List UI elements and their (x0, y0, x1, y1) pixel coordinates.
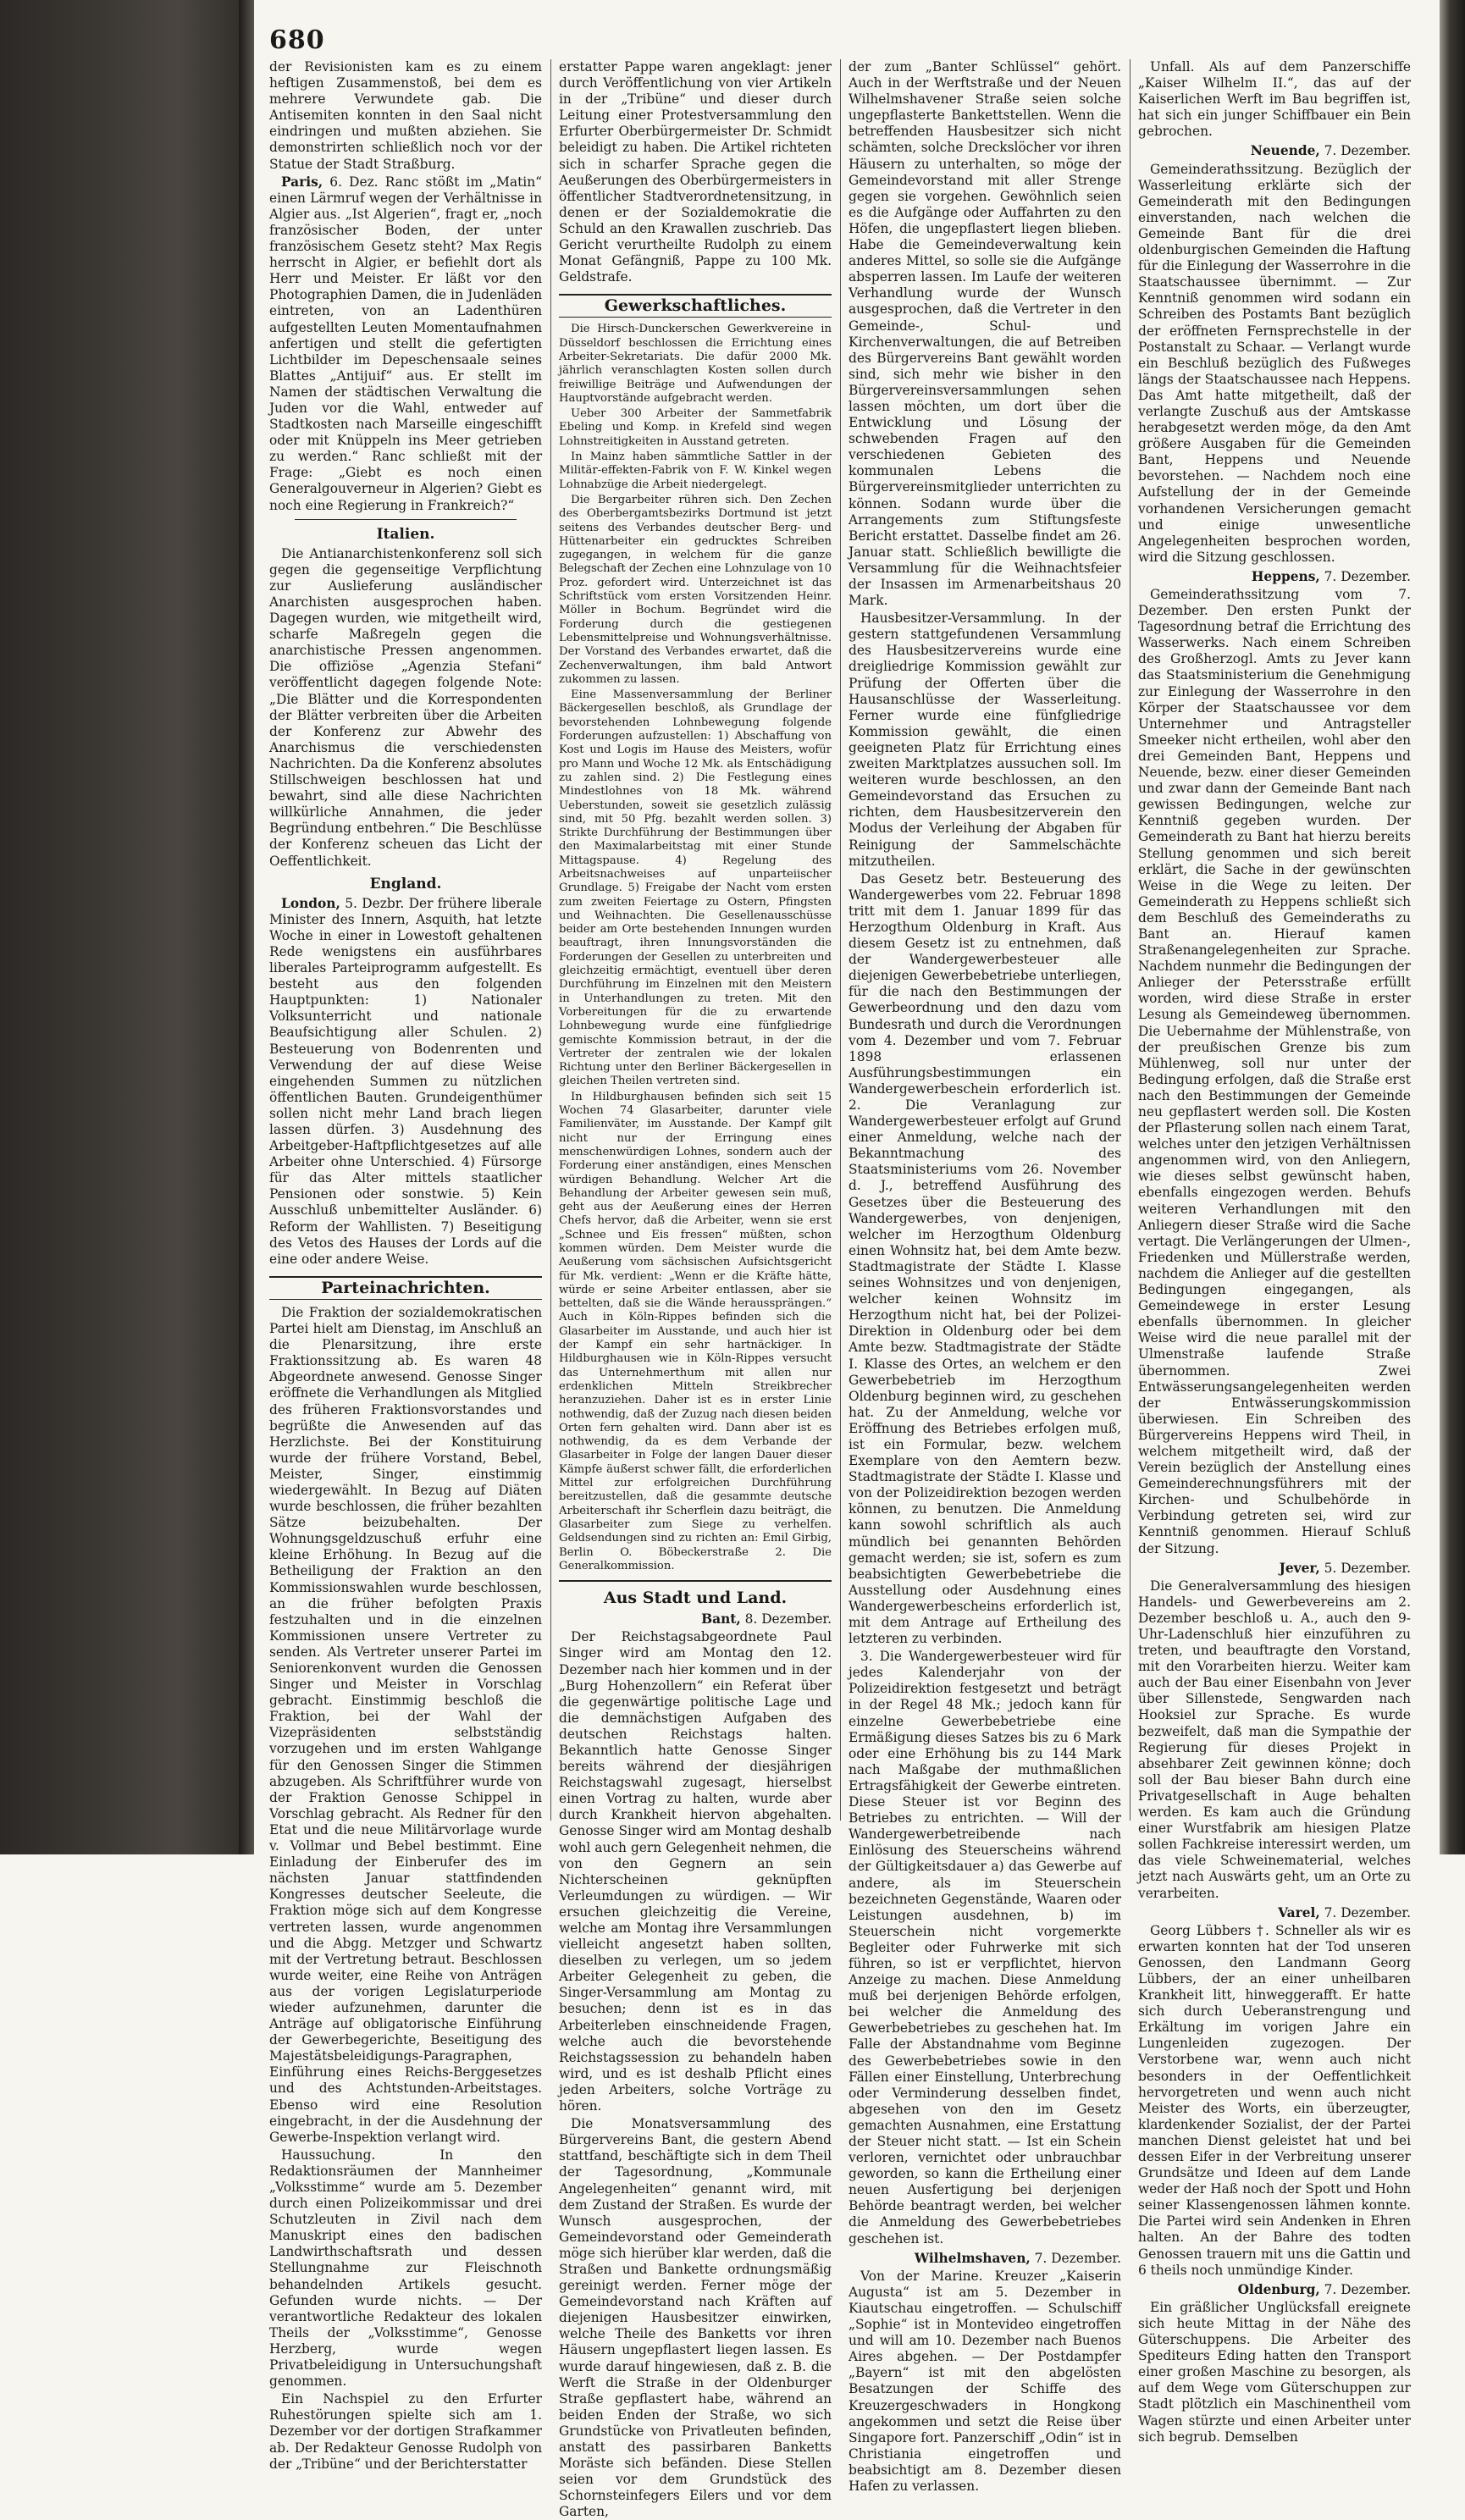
dateline-date: 7. Dezember. (1319, 2281, 1411, 2297)
aus-stadt-und-land-heading: Aus Stadt und Land. (603, 1589, 788, 1608)
newspaper-page (254, 59, 1431, 2520)
col1-italien-text: Die Antianarchistenkonferenz soll sich gegen die gegenseitige Verpflichtung zur Auslieferung ausländischer Anarchisten ausgesprochen haben. Dagegen wurden, wie mitgetheilt wird, scharfe Maßregeln gegen die anarchistische Pressen angenommen. Die offiziöse „Agenzia Stefani“ veröffentlicht dagegen folgende Note: „Die Blätter und die Korrespondenten der Blätter verbreiten über die Arbeiten der Konferenz zur Abwehr des Anarchismus die verschiedensten Nachrichten. Da die Konferenz absolutes Stillschweigen beschlossen hat und bewahrt, sind alle diese Nachrichten willkürliche Annahmen, die jeder Begründung entbehren.“ Die Beschlüsse der Konferenz scheuen das Licht der Oeffentlichkeit. (269, 545, 542, 869)
col4-paragraph-4: Die Generalversammlung des hiesigen Handels- und Gewerbevereins am 2. Dezember beschloß u. A., auch den 9-Uhr-Ladenschluß hier einzuführen zu treten, und beauftragte den Vorstand, mit den Vorarbeiten hierzu. Weiter kam auch der Bau einer Eisenbahn von Jever über Sillenstede, Sengwarden nach Hooksiel zur Sprache. Es wurde bezweifelt, daß man die Sympathie der Regierung für dieses Projekt in absehbarer Zeit gewinnen könne; doch soll der Bau bieser Bahn durch eine Privatgesellschaft in Auge behalten werden. Es kam auch die Gründung einer Wurstfabrik am hiesigen Platze sollen Fachkreise interessirt werden, um das viele Schweinematerial, welches jetzt nach Auswärts geht, um an Orte zu verarbeiten. (1138, 1578, 1411, 1901)
dateline-varel (1138, 1905, 1411, 1921)
dateline-place: Varel, (1278, 1904, 1320, 1920)
dateline-place: Bant, (701, 1611, 741, 1628)
col3-paragraph-3: Das Gesetz betr. Besteuerung des Wandergewerbes vom 22. Februar 1898 tritt mit dem 1. Januar 1899 für das Herzogthum Oldenburg in Kraft. Aus diesem Gesetz ist zu entnehmen, daß der Wandergewerbesteuer alle diejenigen Gewerbebetriebe unterliegen, für die nach den Bestimmungen der Gewerbeordnung und den dazu vom Bundesrath und durch die Verordnungen vom 4. Dezember und vom 7. Februar 1898 erlassenen Ausführungsbestimmungen ein Wandergewerbeschein erforderlich ist. 2. Die Veranlagung zur Wandergewerbesteuer erfolgt auf Grund einer Anmeldung, welche nach der Bekanntmachung des Staatsministeriums vom 26. November d. J., betreffend Ausführung des Gesetzes über die Besteuerung des Wandergewerbes, von denjenigen, welcher im Herzogthum Oldenburg einen Wohnsitz hat, bei dem Amte bezw. Stadtmagistrate der Städte I. Klasse seines Wohnsitzes und von denjenigen, welcher keinen Wohnsitz im Herzogthum nicht hat, bei der Polizei-Direktion in Oldenburg oder bei dem Amte bezw. Stadtmagistrate der Städte I. Klasse des Ortes, an welchem er den Gewerbebetrieb im Herzogthum Oldenburg beginnen wird, zu geschehen hat. Zu der Anmeldung, welche vor Eröffnung des Betriebes erfolgen muß, ist ein Formular, bezw. welchem Exemplare von den Aemtern bezw. Stadtmagistrate der Städte I. Klasse und von der Polizeidirektion bezogen werden können, zu benutzen. Die Anmeldung kann sowohl schriftlich als auch mündlich bei genannten Behörden gemacht werden; sie ist, sofern es zum beabsichtigten Gewerbebetriebe die Ausstellung oder Ausdehnung eines Wandergewerbescheins erforderlich ist, mit dem Antrage auf Ertheilung des letzteren zu verbinden. (849, 870, 1121, 1647)
dateline-date: 7. Dezember. (1319, 1904, 1411, 1920)
col3-paragraph-4: 3. Die Wandergewerbesteuer wird für jedes Kalenderjahr von der Polizeidirektion festgesetzt und beträgt in der Regel 48 Mk.; jedoch kann für einzelne Gewerbebetriebe eine Ermäßigung dieses Satzes bis zu 6 Mark oder eine Erhöhung bis zu 144 Mark nach Maßgabe der muthmaßlichen Ertragsfähigkeit der Gewerbe eintreten. Diese Steuer ist vor Beginn des Betriebes zu entrichten. — Will der Wandergewerbetreibende nach Einlösung des Steuerscheins während der Gültigkeitsdauer a) das Gewerbe auf andere, als im Steuerschein bezeichneten Gegenstände, Waaren oder Leistungen ausdehnen, b) im Steuerschein nicht vorgemerkte Begleiter oder Fuhrwerke mit sich führen, so ist er verpflichtet, hiervon Anzeige zu machen. Diese Anmeldung muß bei derjenigen Behörde erfolgen, bei welcher die Anmeldung des Gewerbebetriebes zu geschehen hat. Im Falle der Abstandnahme vom Beginne des Gewerbebetriebes sowie in den Fällen einer Einstellung, Unterbrechung oder Verminderung desselben findet, abgesehen von den im Gesetz gemachten Ausnahmen, eine Erstattung der Steuer nicht statt. — Ist ein Schein verloren, vernichtet oder unbrauchbar geworden, so kann die Ertheilung einer neuen Ausfertigung bei derjenigen Behörde beantragt werden, bei welcher die Anmeldung des Gewerbebetriebes geschehen ist. (849, 1649, 1121, 2246)
col1-paragraph-1: der Revisionisten kam es zu einem heftigen Zusammenstoß, bei dem es mehrere Verwundete gab. Die Antisemiten konnten in den Saal nicht eindringen und mußten abziehen. Sie demonstrirten schließlich noch vor der Statue der Stadt Straßburg. (269, 59, 542, 172)
col2-gew-text-4: Die Bergarbeiter rühren sich. Den Zechen des Oberbergamtsbezirks Dortmund ist jetzt seitens des Verbandes deutscher Berg- und Hüttenarbeiter ein gedrucktes Schreiben zugegangen, in welchem für die ganze Belegschaft der Zechen eine Lohnzulage von 10 Proz. gefordert wird. Unterzeichnet ist das Schriftstück vom ersten Vorsitzenden Heinr. Möller in Bochum. Begründet wird die Forderung durch die gestiegenen Lebensmittelpreise und Wohnungsverhältnisse. Der Vorstand des Verbandes erwartet, daß die Zechenverwaltungen, ihm bald Antwort zukommen zu lassen. (559, 493, 832, 686)
divider (559, 1580, 832, 1582)
dateline-place: Jever, (1279, 1560, 1320, 1576)
col1-paris (269, 174, 542, 514)
parteinachrichten-heading: Parteinachrichten. (269, 1276, 542, 1300)
dateline-oldenburg (1138, 2282, 1411, 2298)
col2-stadt-text-1: Der Reichstagsabgeordnete Paul Singer wird am Montag den 12. Dezember nach hier kommen und in der „Burg Hohenzollern“ ein Referat über die gegenwärtige politische Lage und die demnächstigen Aufgaben des deutschen Reichstags halten. Bekanntlich hatte Genosse Singer bereits während der diesjährigen Reichstagswahl zugesagt, hierselbst einen Vortrag zu halten, wurde aber durch Krankheit hiervon abgehalten. Genosse Singer wird am Montag deshalb wohl auch gern Gelegenheit nehmen, die von den Gegnern an sein Nichterscheinen geknüpften Verleumdungen zu würdigen. — Wir ersuchen gleichzeitig die Vereine, welche am Montag ihre Versammlungen vielleicht angesetzt haben sollten, dieselben zu verlegen, um so jedem Arbeiter Gelegenheit zu geben, die Singer-Versammlung am Montag zu besuchen; denn ist es in das Arbeiterleben einschneidende Fragen, welche auch die bevorstehende Reichstagssession zu behandeln haben wird, und es ist deshalb Pflicht eines jeden Arbeiters, solche Vorträge zu hören. (559, 1629, 832, 2114)
col1-partei-text-1: Die Fraktion der sozialdemokratischen Partei hielt am Dienstag, im Anschluß an die Plenarsitzung, ihre erste Fraktionssitzung ab. Es waren 48 Abgeordnete anwesend. Genosse Singer eröffnete die Verhandlungen als Mitglied des früheren Fraktionsvorstandes und begrüßte die Anwesenden auf das Herzlichste. Bei der Konstituirung wurde der frühere Vorstand, Bebel, Meister, Singer, einstimmig wiedergewählt. In Bezug auf Diäten wurde beschlossen, die früher bezahlten Sätze beizubehalten. Der Wohnungsgeldzuschuß erfuhr eine kleine Erhöhung. In Bezug auf die Betheiligung der Fraktion an den Kommissionswahlen wurde beschlossen, an die früher befolgten Praxis festzuhalten und in die einzelnen Kommissionen unsere Vertreter zu senden. Als Vertreter unserer Partei im Seniorenkonvent wurden die Genossen Singer und Meister in Vorschlag gebracht. Einstimmig beschloß die Fraktion, bei der Wahl der Vizepräsidenten selbstständig vorzugehen und im ersten Wahlgange für den Genossen Singer die Stimmen abzugeben. Als Schriftführer wurde von der Fraktion Genosse Schippel in Vorschlag gebracht. Als Redner für den Etat und die neue Militärvorlage wurde v. Vollmar und Bebel bestimmt. Eine Einladung der Einberufer des im nächsten Januar stattfindenden Kongresses deutscher Seeleute, die Fraktion möge sich auf dem Kongresse vertreten lassen, wurde angenommen und die Abgg. Metzger und Schwartz mit der Vertretung betraut. Beschlossen wurde weiter, eine Reihe von Anträgen aus der vorigen Legislaturperiode wieder aufzunehmen, darunter die Anträge auf obligatorische Einführung der Gewerbegerichte, Beseitigung des Majestätsbeleidigungs-Paragraphen, Einführung eines Reichs-Berggesetzes und des Achtstunden-Arbeitstages. Ebenso wird eine Resolution eingebracht, in der die Ausdehnung der Gewerbe-Inspektion verlangt wird. (269, 1304, 542, 2145)
gewerkschaftliches-heading: Gewerkschaftliches. (559, 294, 832, 318)
dateline-wilhelmshaven (849, 2251, 1121, 2267)
dateline-date: 7. Dezember. (1030, 2250, 1121, 2266)
dateline-date: 7. Dezember. (1319, 143, 1411, 159)
col2-paragraph-1: erstatter Pappe waren angeklagt: jener durch Veröffentlichung von vier Artikeln in der „Tribüne“ und dieser durch Leitung einer Protestversammlung den Erfurter Oberbürgermeister Dr. Schmidt beleidigt zu haben. Die Artikel richteten sich in scharfer Sprache gegen die Aeußerungen des Oberbürgermeisters in öffentlicher Stadtverordnetensitzung, in denen er der Sozialdemokratie die Schuld an den Krawallen zuschrieb. Das Gericht verurtheilte Rudolph zu einem Monat Gefängniß, Pappe zu 100 Mk. Geldstrafe. (559, 59, 832, 285)
col1-partei-text-2: Haussuchung. In den Redaktionsräumen der Mannheimer „Volksstimme“ wurde am 5. Dezember durch einen Polizeikommissar und drei Schutzleuten in Zivil nach dem Manuskript eines den badischen Landwirthschaftsrath und dessen Stellungnahme zur Fleischnoth behandelnden Artikels gesucht. Gefunden wurde nichts. — Der verantwortliche Redakteur des lokalen Theils der „Volksstimme“, Genosse Herzberg, wurde wegen Privatbeleidigung in Untersuchungshaft genommen. (269, 2147, 542, 2390)
england-heading: England. (369, 875, 442, 892)
col1-england-text: 5. Dezbr. Der frühere liberale Minister des Innern, Asquith, hat letzte Woche in einer in Lowestoft gehaltenen Rede wenigstens ein ausführbares liberales Parteiprogramm aufgestellt. Es besteht aus den folgenden Hauptpunkten: 1) Nationaler Volksunterricht und nationale Beaufsichtigung aller Schulen. 2) Besteuerung von Bodenrenten und Verwendung der auf diese Weise eingehenden Summen zu nützlichen öffentlichen Bauten. Grundeigenthümer sollen nicht mehr Land brach liegen lassen dürfen. 3) Ausdehnung des Arbeitgeber-Haftpflichtgesetzes auf alle Arbeiter ohne Unterschied. 4) Fürsorge für das Alter mittels staatlicher Pensionen oder sonstwie. 5) Kein Ausschluß unbemittelter Ausländer. 6) Reform der Wahllisten. 7) Beseitigung des Vetos des Hauses der Lords auf die eine oder andere Weise. (269, 895, 542, 1267)
divider (295, 519, 517, 520)
col4-paragraph-3: Gemeinderathssitzung vom 7. Dezember. Den ersten Punkt der Tagesordnung betraf die Errichtung des Wasserwerks. Nach einem Schreiben des Großherzogl. Amts zu Jever kann das Staatsministerium die Genehmigung zur Einlegung der Wasserrohre in den Körper der Staatschaussee vor dem Unternehmer und Antragsteller Smeeker nicht ertheilen, wohl aber den drei Gemeinden Bant, Heppens und Neuende, bezw. einer dieser Gemeinden und zwar dann der Gemeinde Bant nach gewissen Bedingungen, welche zur Kenntniß gegeben wurden. Der Gemeinderath zu Bant hat hierzu bereits Stellung genommen und sich bereit erklärt, die Sache in der gewünschten Weise in die Wege zu leiten. Der Gemeinderath zu Heppens schließt sich dem Beschluß des Gemeinderaths zu Bant an. Hierauf kamen Straßenangelegenheiten zur Sprache. Nachdem nunmehr die Bedingungen der Anlieger der Petersstraße erfüllt worden, wird diese Straße in erster Lesung als Gemeindeweg übernommen. Die Uebernahme der Mühlenstraße, von der preußischen Grenze bis zum Mühlenweg, soll nur unter der Bedingung erfolgen, daß die Straße erst nach den Bestimmungen der Gemeinde neu gepflastert werden soll. Die Kosten der Pflasterung sollen nach einem Tarat, welches unter den jetzigen Verhältnissen angenommen wird, von den Anliegern, wie dieses selbst gewünscht haben, ebenfalls eingezogen werden. Behufs weiteren Verhandlungen mit den Anliegern dieser Straße wird die Sache vertagt. Die Verlängerungen der Ulmen-, Friedenken und Müllerstraße werden, nachdem die Anlieger auf die gestellten Bedingungen eingegangen, als Gemeindewege in erster Lesung ebenfalls übernommen. In gleicher Weise wird die neue parallel mit der Ulmenstraße laufende Straße übernommen. Zwei Entwässerungsangelegenheiten werden der Entwässerungskommission überwiesen. Ein Schreiben des Bürgervereins Heppens wird Theil, in welchem mitgetheilt wird, daß der Verein bezüglich der Anstellung eines Gemeinderechnungsführers mit der Kirchen- und Schulbehörde in Verbindung getreten sei, wird zur Kenntniß genommen. Hierauf Schluß der Sitzung. (1138, 587, 1411, 1556)
column-2 (559, 59, 832, 2520)
col3-paragraph-2: Hausbesitzer-Versammlung. In der gestern stattgefundenen Versammlung des Hausbesitzervereins wurde eine dreigliedrige Kommission gewählt zur Prüfung der Offerten über die Hausanschlüsse der Wasserleitung. Ferner wurde eine fünfgliedrige Kommission gewählt, die einen geeigneten Platz für Errichtung eines zweiten Marktplatzes aussuchen soll. Im weiteren wurde beschlossen, an den Gemeindevorstand das Ersuchen zu richten, dem Hausbesitzerverein den Modus der Verleihung der Abgaben für Reinigung der Sammelschächte mitzutheilen. (849, 611, 1121, 869)
column-rule (550, 59, 551, 1821)
col3-paragraph-1: der zum „Banter Schlüssel“ gehört. Auch in der Werftstraße und der Neuen Wilhelmshavener Straße seien solche ungepflasterte Bankettstellen. Wenn die betreffenden Hausbesitzer sich nicht schämten, solche Dreckslöcher vor ihren Häusern zu unterhalten, so möge der Gemeindevorstand mit aller Strenge gegen sie vorgehen. Gewöhnlich seien es die Aufgänge oder Auffahrten zu den Höfen, die ungepflastert liegen blieben. Habe die Gemeindeverwaltung kein anderes Mittel, so solle sie die Aufgänge absperren lassen. Im Laufe der weiteren Verhandlung wurde der Wunsch ausgesprochen, daß die Vertreter in den Gemeinde-, Schul- und Kirchenverwaltungen, die auf Betreiben des Bürgervereins Bant gewählt worden sind, sich mehr wie bisher in den Bürgervereinsversammlungen sehen lassen möchten, um dort über die Entwicklung und Lösung der schwebenden Fragen auf den verschiedenen Gebieten des kommunalen Lebens die Bürgervereinsmitglieder unterrichten zu können. Sodann wurde über die Arrangements zum Stiftungsfeste Bericht erstattet. Dasselbe findet am 26. Januar statt. Schließlich bewilligte die Versammlung für die Weihnachtsfeier der Insassen im Armenarbeitshaus 20 Mark. (849, 59, 1121, 609)
col4-paragraph-2: Gemeinderathssitzung. Bezüglich der Wasserleitung erklärte sich der Gemeinderath mit den Bedingungen einverstanden, nach welchen die Gemeinde Bant für die drei oldenburgischen Gemeinden die Haftung für die Einlegung der Wasserrohre in die Staatschaussee übernimmt. — Zur Kenntniß genommen wird sodann ein Schreiben des Postamts Bant bezüglich der eröffneten Fernsprechstelle in der Postanstalt zu Schaar. — Verlangt wurde ein Beschluß bezüglich des Fußweges längs der Staatschaussee nach Heppens. Das Amt hatte mitgetheilt, daß der verlangte Zuschuß aus der Amtskasse herabgesetzt werden möge, da den Amt größere Ausgaben für die Gemeinden Bant, Heppens und Neuende bevorstehen. — Nachdem noch eine Aufstellung der in der Gemeinde vorhandenen Versicherungen gemacht und einige unwesentliche Angelegenheiten besprochen worden, wird die Sitzung geschlossen. (1138, 161, 1411, 565)
col2-gew-text-3: In Mainz haben sämmtliche Sattler in der Militär-effekten-Fabrik von F. W. Kinkel wegen Lohnabzüge die Arbeit niedergelegt. (559, 450, 832, 491)
col2-gew-text-2: Ueber 300 Arbeiter der Sammetfabrik Ebeling und Komp. in Krefeld sind wegen Lohnstreitigkeiten in Ausstand getreten. (559, 407, 832, 448)
italien-heading: Italien. (376, 525, 435, 543)
col4-paragraph-5: Georg Lübbers †. Schneller als wir es erwarten konnten hat der Tod unseren Genossen, den Landmann Georg Lübbers, der an einer unheilbaren Krankheit litt, hinweggerafft. Er hatte sich durch Ueberanstrengung und Erkältung im vorigen Jahre ein Lungenleiden zugezogen. Der Verstorbene war, wenn auch nicht besonders in der Oeffentlichkeit hervorgetreten und wenn auch nicht Meister des Worts, ein überzeugter, klardenkender Sozialist, der der Partei manchen Dienst geleistet hat und bei dessen Eifer in der Verbreitung unserer Grundsätze und Ideen auf dem Lande weder der Haß noch der Spott und Hohn seiner Klassengenossen lähmen konnte. Die Partei wird sein Andenken in Ehren halten. An der Bahre des todten Genossen trauern mit uns die Gattin und 6 theils noch unmündige Kinder. (1138, 1922, 1411, 2278)
col4-paragraph-6: Ein gräßlicher Unglücksfall ereignete sich heute Mittag in der Nähe des Güterschuppens. Die Arbeiter des Spediteurs Eding hatten den Transport einer großen Maschine zu besorgen, als auf dem Wege vom Güterschuppen zur Stadt plötzlich ein Maschinentheil vom Wagen stürzte und einen Arbeiter unter sich begrub. Demselben (1138, 2299, 1411, 2445)
dateline-date: 5. Dezember. (1319, 1560, 1411, 1576)
col1-england-place: London, (281, 895, 340, 911)
col2-gew-text-5: Eine Massenversammlung der Berliner Bäckergesellen beschloß, als Grundlage der bevorstehenden Lohnbewegung folgende Forderungen aufzustellen: 1) Abschaffung von Kost und Logis im Hause des Meisters, wofür pro Mann und Woche 12 Mk. als Entschädigung zu zahlen sind. 2) Die Festlegung eines Mindestlohnes von 18 Mk. während Ueberstunden, soweit sie gesetzlich zulässig sind, mit 50 Pfg. bezahlt werden sollen. 3) Strikte Durchführung der Bestimmungen über den Maximalarbeitstag mit einer Stunde Mittagspause. 4) Regelung des Arbeitsnachweises auf unparteiischer Grundlage. 5) Freigabe der Nacht vom ersten zum zweiten Feiertage zu Ostern, Pfingsten und Weihnachten. Die Gesellenausschüsse beider am Orte bestehenden Innungen wurden beauftragt, ihren Innungsvorständen die Forderungen der Gesellen zu unterbreiten und gleichzeitig ermächtigt, eventuell über deren Durchführung im Einzelnen mit den Meistern in Unterhandlungen zu treten. Mit den Vorbereitungen für die zu erwartende Lohnbewegung wurde eine fünfgliedrige gemischte Kommission betraut, in der die Vertreter der zentralen wie der lokalen Richtung unter den Berliner Bäckergesellen in gleichen Theilen vertreten sind. (559, 688, 832, 1088)
col1-england (269, 896, 542, 1268)
column-1 (269, 59, 542, 2472)
dateline-place: Neuende, (1250, 143, 1320, 159)
col2-gew-text-1: Die Hirsch-Dunckerschen Gewerkvereine in Düsseldorf beschlossen die Errichtung eines Arbeiter-Sekretariats. Die dafür 2000 Mk. jährlich veranschlagten Kosten sollen durch freiwillige Beiträge und Aufwendungen der Hauptvorstände aufgebracht werden. (559, 323, 832, 405)
dateline-date: 8. Dezember. (740, 1611, 832, 1628)
col1-paris-text: 6. Dez. Ranc stößt im „Matin“ einen Lärmruf wegen der Verhältnisse in Algier aus. „Ist Algerien“, fragt er, „noch französischer Boden, der unter französischem Gesetz steht? Max Regis herrscht in Algier, er befiehlt dort als Herr und Meister. Er läßt vor den Photographien Damen, die in Judenläden eintreten, von an Ladenthüren aufgestellten Leuten Momentaufnahmen anfertigen und stellt die gefertigten Lichtbilder im Depeschensaale seines Blattes „Antijuif“ aus. Er stellt im Namen der städtischen Verwaltung die Juden vor die Wahl, entweder auf Stadtkosten nach Marseille eingeschifft oder mit Knüppeln ins Meer getrieben zu werden.“ Ranc schließt mit der Frage: „Giebt es noch einen Generalgouverneur in Algerien? Giebt es noch eine Regierung in Frankreich?“ (269, 174, 542, 513)
column-3 (849, 59, 1121, 2494)
dateline-bant (559, 1611, 832, 1628)
dateline-date: 7. Dezember. (1319, 568, 1411, 584)
col4-paragraph-1: Unfall. Als auf dem Panzerschiffe „Kaiser Wilhelm II.“, das auf der Kaiserlichen Werft im Bau begriffen ist, hat sich ein junger Schiffbauer ein Bein gebrochen. (1138, 59, 1411, 140)
col2-stadt-text-2: Die Monatsversammlung des Bürgervereins Bant, die gestern Abend stattfand, beschäftigte sich in dem Theil der Tagesordnung, „Kommunale Angelegenheiten“ genannt wird, mit dem Zustand der Straßen. Es wurde der Wunsch ausgesprochen, der Gemeindevorstand oder Gemeinderath möge sich hierüber klar werden, daß die Straßen und Bankette ordnungsmäßig gereinigt werden. Ferner möge der Gemeindevorstand nach Kräften auf diejenigen Hausbesitzer einwirken, welche Theile des Banketts vor ihren Häusern ungepflastert liegen lassen. Es wurde darauf hingewiesen, daß z. B. die Werft die Straße in der Oldenburger Straße gepflastert habe, während an beiden Enden der Straße, wo sich Grundstücke von Privatleuten befinden, anstatt des passirbaren Banketts Moräste sich befänden. Diese Stellen seien vor dem Grundstück des Schornsteinfegers Eilers und vor dem Garten, (559, 2116, 832, 2520)
col2-gew-text-6: In Hildburghausen befinden sich seit 15 Wochen 74 Glasarbeiter, darunter viele Familienväter, im Ausstande. Der Kampf gilt nicht nur der Erringung eines menschenwürdigen Lohnes, sondern auch der Forderung einer anständigen, eines Menschen würdigen Behandlung. Welcher Art die Behandlung der Arbeiter gewesen sein muß, geht aus der Aeußerung eines der Herren Chefs hervor, daß die Arbeiter, wenn sie erst „Schnee und Eis fressen“ müßten, schon kommen würden. Dem Meister wurde die Aeußerung vom sächsischen Aufsichtsgericht für Mk. verdient: „Wenn er die Kräfte hätte, würde er seine Arbeiter entlassen, aber sie bettelten, daß sie die Wände heraussprängen.“ Auch in Köln-Rippes befinden sich die Glasarbeiter im Ausstande, und auch hier ist der Kampf ein sehr hartnäckiger. In Hildburghausen wie in Köln-Rippes versucht das Unternehmerthum mit allen nur erdenklichen Mitteln Streikbrecher heranzuziehen. Daher ist es in erster Linie nothwendig, daß der Zuzug nach diesen beiden Orten fern gehalten wird. Dann aber ist es nothwendig, da es dem Verbande der Glasarbeiter in Folge der langen Dauer dieser Kämpfe äußerst schwer fällt, die erforderlichen Mittel zur erfolgreichen Durchführung bereitzustellen, daß die gesammte deutsche Arbeiterschaft ihr Scherflein dazu beiträgt, die Glasarbeiter zum Siege zu verhelfen. Geldsendungen sind zu richten an: Emil Girbig, Berlin O. Böbeckerstraße 2. Die Generalkommission. (559, 1090, 832, 1572)
page-edge (1440, 0, 1465, 1854)
col1-partei-text-3: Ein Nachspiel zu den Erfurter Ruhestörungen spielte sich am 1. Dezember vor der dortigen Strafkammer ab. Der Redakteur Genosse Rudolph von der „Tribüne“ und der Berichterstatter (269, 2391, 542, 2472)
col3-paragraph-5: Von der Marine. Kreuzer „Kaiserin Augusta“ ist am 5. Dezember in Kiautschau eingetroffen. — Schulschiff „Sophie“ ist in Montevideo eingetroffen und will am 10. Dezember nach Buenos Aires abgehen. — Der Postdampfer „Bayern“ ist mit den abgelösten Besatzungen der Schiffe des Kreuzergeschwaders in Hongkong angekommen und setzt die Reise über Singapore fort. Panzerschiff „Odin“ ist in Christiania eingetroffen und beabsichtigt am 8. Dezember diesen Hafen zu verlassen. (849, 2268, 1121, 2494)
column-rule (1130, 59, 1131, 1821)
column-4 (1138, 59, 1411, 2445)
col1-paris-place: Paris, (281, 174, 323, 190)
book-binding (0, 0, 254, 1854)
dateline-heppens (1138, 569, 1411, 585)
dateline-neuende (1138, 143, 1411, 159)
dateline-place: Oldenburg, (1237, 2281, 1320, 2297)
column-rule (840, 59, 841, 1821)
dateline-place: Heppens, (1251, 568, 1320, 584)
dateline-place: Wilhelmshaven, (914, 2250, 1031, 2266)
dateline-jever (1138, 1561, 1411, 1577)
page-number: 680 (269, 25, 325, 55)
